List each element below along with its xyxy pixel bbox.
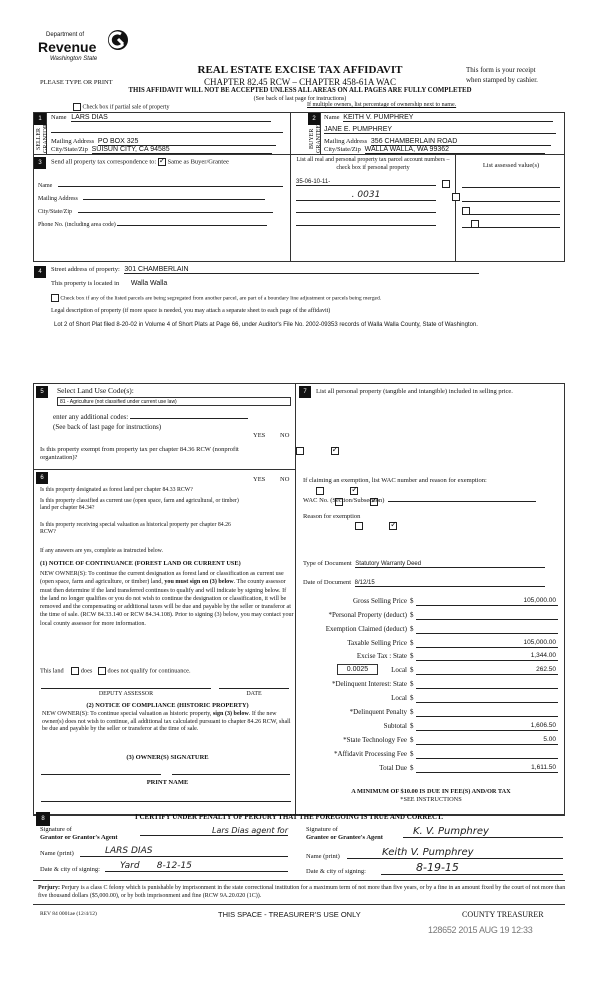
doc-type-input[interactable]: Statutory Warranty Deed	[355, 561, 545, 568]
notice1-text-a: NEW OWNER(S): To continue the current designation as forest land or classification as current use (open space, farm and agriculture, or timber) land,	[40, 571, 284, 586]
s3-phone-row	[38, 219, 267, 228]
amount-value[interactable]	[416, 708, 558, 717]
grantee-name-input[interactable]: Keith V. Pumphrey	[347, 847, 563, 859]
does-not-checkbox[interactable]	[98, 667, 106, 675]
currency-symbol: $	[410, 625, 414, 633]
seller-name-label: Name	[51, 114, 67, 121]
grantor-signature[interactable]: Lars Dias agent for	[140, 826, 288, 836]
grantor-date-input[interactable]: Yard 8-12-15	[105, 861, 288, 872]
grantee-sig-label-1: Signature of	[306, 826, 338, 833]
please-type: PLEASE TYPE OR PRINT	[40, 79, 113, 86]
partial-sale-checkbox[interactable]	[73, 103, 81, 111]
amount-value[interactable]: 105,000.00	[416, 597, 558, 606]
s6-no-header: NO	[280, 476, 290, 483]
agency-logo	[36, 28, 136, 64]
s3-mailing-label: Mailing Address	[38, 196, 78, 202]
amount-value[interactable]: 105,000.00	[416, 639, 558, 648]
legal-label: Legal description of property (if more space is needed, you may attach a separate sheet to each page of the affidavit)	[51, 308, 331, 314]
assessed-4[interactable]	[462, 220, 560, 228]
deputy-assessor-line[interactable]	[41, 688, 211, 689]
amount-label: Local	[391, 694, 407, 702]
s5-see-back: (See back of last page for instructions)	[53, 423, 162, 431]
owner-sig-line-2[interactable]	[172, 774, 290, 775]
doc-date-label: Date of Document	[303, 579, 352, 586]
parcel-header: List all real and personal property tax parcel account numbers – check box if personal property	[296, 157, 450, 171]
correspondence-label: Send all property tax correspondence to:	[51, 158, 157, 166]
seller-name-row	[51, 113, 283, 122]
buyer-city-label: City/State/Zip	[324, 146, 361, 153]
amount-label: *Affidavit Processing Fee	[334, 750, 407, 758]
amount-label: Excise Tax : State	[356, 652, 407, 660]
s3-city-label: City/State/Zip	[38, 209, 72, 215]
currency-symbol: $	[410, 764, 414, 772]
perjury-text: Perjury is a class C felony which is punishable by imprisonment in the state correctional institution for a maximum term of not more than five years, or by a fine in an amount fixed by the court of not more than five thousand dollars ($5,000.00), or by both imprisonment and fine (RCW 9A.20.020 (1C)).	[38, 885, 566, 899]
assessed-3[interactable]	[462, 207, 560, 215]
print-name-label: PRINT NAME	[146, 779, 189, 786]
doc-date-input[interactable]: 8/12/15	[355, 580, 545, 587]
form-warning: THIS AFFIDAVIT WILL NOT BE ACCEPTED UNLESS ALL AREAS ON ALL PAGES ARE FULLY COMPLETED	[128, 87, 472, 94]
seller-mailing-input[interactable]: PO BOX 325	[98, 138, 276, 146]
owner-sig-line-1[interactable]	[41, 774, 161, 775]
additional-codes-row	[53, 411, 248, 421]
form-title: REAL ESTATE EXCISE TAX AFFIDAVIT	[197, 64, 403, 76]
parcel-1-checkbox[interactable]	[442, 180, 450, 188]
located-value[interactable]: Walla Walla	[130, 280, 168, 287]
currency-symbol: $	[410, 611, 414, 619]
grantor-sig-label-2: Grantor or Grantor's Agent	[40, 834, 118, 841]
historic-question: Is this property receiving special valuation as historical property per chapter 84.26 RCW?	[40, 522, 231, 535]
exempt-question: Is this property exempt from property tax per chapter 84.36 RCW (nonprofit organization)?	[40, 446, 239, 461]
s3-phone-input[interactable]	[117, 219, 267, 226]
treasurer-use: THIS SPACE - TREASURER'S USE ONLY	[218, 910, 361, 919]
amount-value[interactable]	[416, 694, 558, 703]
seller-city-label: City/State/Zip	[51, 146, 88, 153]
certify-statement: I CERTIFY UNDER PENALTY OF PERJURY THAT THE FOREGOING IS TRUE AND CORRECT.	[135, 813, 444, 821]
currency-symbol: $	[410, 597, 414, 605]
partial-sale-label: Check box if partial sale of property	[82, 104, 170, 111]
assessed-1[interactable]	[462, 180, 560, 188]
doc-date-row	[303, 579, 545, 587]
deputy-assessor-label: DEPUTY ASSESSOR	[98, 691, 154, 697]
street-row	[51, 266, 479, 274]
segregated-checkbox[interactable]	[51, 294, 59, 302]
located-row	[51, 280, 167, 287]
notice2-text	[42, 711, 294, 734]
currency-symbol: $	[410, 666, 414, 674]
located-label: This property is located in	[51, 280, 120, 287]
amount-row	[296, 736, 566, 747]
amount-label: Gross Selling Price	[352, 597, 407, 605]
does-checkbox[interactable]	[71, 667, 79, 675]
section-8-badge: 8	[36, 812, 50, 826]
s5-yes-header: YES	[253, 432, 266, 439]
notice1-text-b: . The county assessor must then determine if the land transferred continues to qualify and will indicate by signing below. If the land no longer qualifies or you do not wish to continue the designation or classification, it will be removed and the compensating or additional taxes will be due and payable by the seller or transferor at the time of sale. (RCW 84.33.140 or RCW 84.34.108). Prior to signing (3) below, you may contact your local county assessor for more information.	[40, 579, 294, 627]
currency-symbol: $	[410, 736, 414, 744]
historic-yes-checkbox[interactable]	[355, 522, 363, 530]
amount-row	[296, 764, 566, 775]
personal-property-area[interactable]	[316, 410, 561, 465]
assessor-date-label: DATE	[246, 691, 262, 697]
amount-value[interactable]	[416, 625, 558, 634]
buyer-name-label: Name	[324, 114, 340, 121]
multiple-owners-note: If multiple owners, list percentage of ownership next to name.	[307, 102, 457, 108]
parcel-4[interactable]	[296, 218, 436, 226]
amount-value[interactable]: 1,606.50	[416, 722, 558, 731]
amount-value[interactable]	[416, 611, 558, 620]
amount-value[interactable]: 5.00	[416, 736, 558, 745]
receipt-note-2: when stamped by cashier.	[466, 76, 538, 84]
currency-symbol: $	[410, 639, 414, 647]
continuance-row	[40, 667, 191, 675]
assessed-header: List assessed value(s)	[482, 162, 540, 169]
amount-value[interactable]	[416, 680, 558, 689]
buyer-mailing-input[interactable]: 356 CHAMBERLAIN ROAD	[371, 138, 551, 146]
seller-name-line2[interactable]	[51, 132, 283, 133]
personal-property-label: List all personal property (tangible and intangible) included in selling price.	[316, 388, 513, 395]
does-not-label: does not qualify for continuance.	[107, 667, 191, 675]
section-1-badge: 1	[34, 113, 46, 125]
rev-number: REV 84 0001ae (12/4/12)	[40, 911, 97, 917]
currency-symbol: $	[410, 750, 414, 758]
notice1-bold: you must sign on (3) below	[164, 579, 234, 586]
perjury-notice	[38, 884, 568, 900]
s3-name-label: Name	[38, 183, 53, 189]
parcel-3[interactable]	[296, 205, 436, 213]
seller-mailing-label: Mailing Address	[51, 138, 95, 145]
buyer-city-row	[324, 145, 545, 154]
section-7-badge: 7	[299, 386, 311, 398]
correspondence-row	[51, 158, 229, 166]
doc-type-label: Type of Document	[303, 560, 352, 567]
grantee-sig-label-2: Grantee or Grantee's Agent	[306, 834, 383, 841]
buyer-name-row	[324, 113, 553, 122]
amount-label: Local	[391, 666, 407, 674]
wac-label: WAC No. (Section/Subsection)	[303, 497, 385, 504]
buyer-name-input[interactable]: KEITH V. PUMPHREY	[343, 114, 553, 122]
buyer-side-label: BUYER GRANTEE	[309, 125, 322, 153]
additional-codes-input[interactable]	[130, 411, 248, 419]
amount-value[interactable]	[416, 750, 558, 759]
assessed-2[interactable]	[462, 194, 560, 202]
print-name-line[interactable]	[41, 801, 291, 802]
s3-phone-label: Phone No. (including area code)	[38, 222, 116, 228]
local-rate-box[interactable]: 0.0025	[337, 664, 378, 675]
treasurer-stamp: 128652 2015 AUG 19 12:33	[428, 925, 533, 935]
amount-label: *Delinquent Interest: State	[331, 680, 407, 688]
this-land-label: This land	[40, 667, 64, 675]
doc-type-row	[303, 560, 545, 568]
owner-sig-title: (3) OWNER(S) SIGNATURE	[126, 754, 209, 761]
seller-city-input[interactable]: SUISUN CITY, CA 94585	[92, 146, 272, 154]
wac-input[interactable]	[388, 495, 536, 502]
form-subtitle: CHAPTER 82.45 RCW – CHAPTER 458-61A WAC	[204, 77, 396, 87]
notice2-text-b: . If the new owner(s) does not wish to continue, all additional tax calculated pursuant to chapter 84.26 RCW, shall be due and payable by the seller or transferor at the time of sale.	[42, 711, 291, 732]
buyer-name2-row	[324, 125, 556, 134]
agency-line1: Department of	[46, 32, 85, 38]
grantor-name-label: Name (print)	[40, 850, 74, 857]
amount-label: *Delinquent Penalty	[349, 708, 407, 716]
revenue-logo-icon	[106, 28, 130, 52]
amount-row	[296, 708, 566, 719]
amount-label: *State Technology Fee	[343, 736, 407, 744]
amount-value[interactable]: 262.50	[416, 666, 558, 675]
agency-line2: Revenue	[38, 39, 97, 55]
s3-name-input[interactable]	[58, 180, 283, 187]
notice2-bold: sign (3) below	[212, 711, 249, 717]
exempt-yes-checkbox[interactable]	[296, 447, 304, 455]
notice2-text-a: NEW OWNER(S): To continue special valuation as historic property,	[42, 711, 212, 717]
buyer-city-input[interactable]: WALLA WALLA, WA 99362	[365, 146, 545, 154]
street-label: Street address of property:	[51, 266, 120, 273]
see-instructions: *SEE INSTRUCTIONS	[400, 796, 462, 803]
same-as-buyer-label: Same as Buyer/Grantee	[167, 158, 229, 166]
street-input[interactable]: 301 CHAMBERLAIN	[124, 266, 479, 274]
does-label: does	[80, 667, 93, 675]
partial-sale-row	[73, 103, 169, 111]
amount-value[interactable]: 1,344.00	[416, 652, 558, 661]
grantor-name-input[interactable]: LARS DIAS	[80, 846, 288, 857]
section-3-badge: 3	[34, 157, 46, 169]
parcel-2[interactable]: . 0031	[296, 190, 436, 201]
see-back-note: (See back of last page for instructions)	[253, 96, 347, 102]
amount-label: *Personal Property (deduct)	[328, 611, 407, 619]
amount-row	[296, 680, 566, 691]
currency-symbol: $	[410, 680, 414, 688]
grantor-sig-label-1: Signature of	[40, 826, 72, 833]
amount-row	[296, 694, 566, 705]
if-yes-note: If any answers are yes, complete as instructed below.	[40, 548, 163, 554]
amount-row	[296, 750, 566, 761]
minimum-note: A MINIMUM OF $10.00 IS DUE IN FEE(S) AND/OR TAX	[351, 788, 511, 795]
land-use-select[interactable]: 81 - Agriculture (not classified under current use law)	[57, 397, 291, 406]
amount-row	[296, 722, 566, 733]
reason-label: Reason for exemption	[303, 513, 361, 520]
s5-no-header: NO	[280, 432, 290, 439]
current-use-question: Is this property classified as current use (open space, farm and agricultural, or timber) land per chapter 84.34?	[40, 498, 239, 511]
parcel-1[interactable]: 35-06-10-11-	[296, 179, 436, 186]
seller-city-row	[51, 145, 272, 154]
land-use-label: Select Land Use Code(s):	[57, 386, 134, 395]
currency-symbol: $	[410, 652, 414, 660]
seller-name-input[interactable]: LARS DIAS	[71, 114, 271, 122]
amount-row	[296, 639, 566, 650]
amount-label: Taxable Selling Price	[347, 639, 407, 647]
grantee-signature[interactable]: K. V. Pumphrey	[403, 826, 563, 838]
historic-no-checkbox[interactable]	[389, 522, 397, 530]
amount-row	[296, 597, 566, 608]
amount-label: Subtotal	[383, 722, 407, 730]
buyer-mailing-label: Mailing Address	[324, 138, 368, 145]
currency-symbol: $	[410, 722, 414, 730]
additional-codes-label: enter any additional codes:	[53, 413, 129, 421]
amount-label: Exemption Claimed (deduct)	[325, 625, 407, 633]
section-2-badge: 2	[308, 113, 320, 125]
s3-city-input[interactable]	[78, 206, 273, 213]
grantee-date-label: Date & city of signing:	[306, 868, 366, 875]
parcel-2-checkbox[interactable]	[452, 193, 460, 201]
perjury-bold: Perjury:	[38, 885, 60, 891]
amount-row	[296, 611, 566, 622]
assessor-date-line[interactable]	[219, 688, 289, 689]
s3-city-row	[38, 206, 273, 215]
grantee-name-label: Name (print)	[306, 853, 340, 860]
legal-text[interactable]: Lot 2 of Short Plat filed 8-20-02 in Volume 4 of Short Plats at Page 66, under Auditor's File No. 2002-09353 records of Walla Walla County, State of Washington.	[54, 322, 478, 328]
s3-mailing-row	[38, 193, 265, 202]
currency-symbol: $	[410, 708, 414, 716]
amount-row	[296, 652, 566, 663]
amount-row	[296, 625, 566, 636]
s3-name-row	[38, 180, 283, 189]
receipt-note-1: This form is your receipt	[466, 66, 536, 74]
wac-row	[303, 495, 536, 504]
agency-line3: Washington State	[50, 56, 98, 62]
segregated-label: Check box if any of the listed parcels are being segregated from another parcel, are part of a boundary line adjustment or parcels being merged.	[60, 295, 382, 302]
amount-value[interactable]: 1,611.50	[416, 764, 558, 773]
buyer-name2-input[interactable]: JANE E. PUMPHREY	[324, 126, 556, 134]
seller-side-label: SELLER GRANTOR	[36, 124, 49, 153]
forest-question: Is this property designated as forest land per chapter 84.33 RCW?	[40, 487, 193, 493]
same-as-buyer-checkbox[interactable]	[158, 158, 166, 166]
s6-yes-header: YES	[253, 476, 266, 483]
s3-mailing-input[interactable]	[83, 193, 265, 200]
section-6-badge: 6	[36, 472, 48, 484]
grantee-date-input[interactable]: 8-19-15	[381, 861, 563, 875]
county-treasurer: COUNTY TREASURER	[462, 910, 544, 919]
section-4-badge: 4	[34, 266, 46, 278]
notice1-text	[40, 570, 295, 628]
notice1-title: (1) NOTICE OF CONTINUANCE (FOREST LAND OR CURRENT USE)	[40, 560, 241, 567]
exemption-label: If claiming an exemption, list WAC number and reason for exemption:	[303, 477, 487, 484]
grantor-date-label: Date & city of signing:	[40, 866, 100, 873]
amount-label: Total Due	[379, 764, 407, 772]
notice2-title: (2) NOTICE OF COMPLIANCE (HISTORIC PROPERTY)	[86, 702, 249, 709]
currency-symbol: $	[410, 694, 414, 702]
segregated-row	[51, 294, 381, 302]
section-5-badge: 5	[36, 386, 48, 398]
